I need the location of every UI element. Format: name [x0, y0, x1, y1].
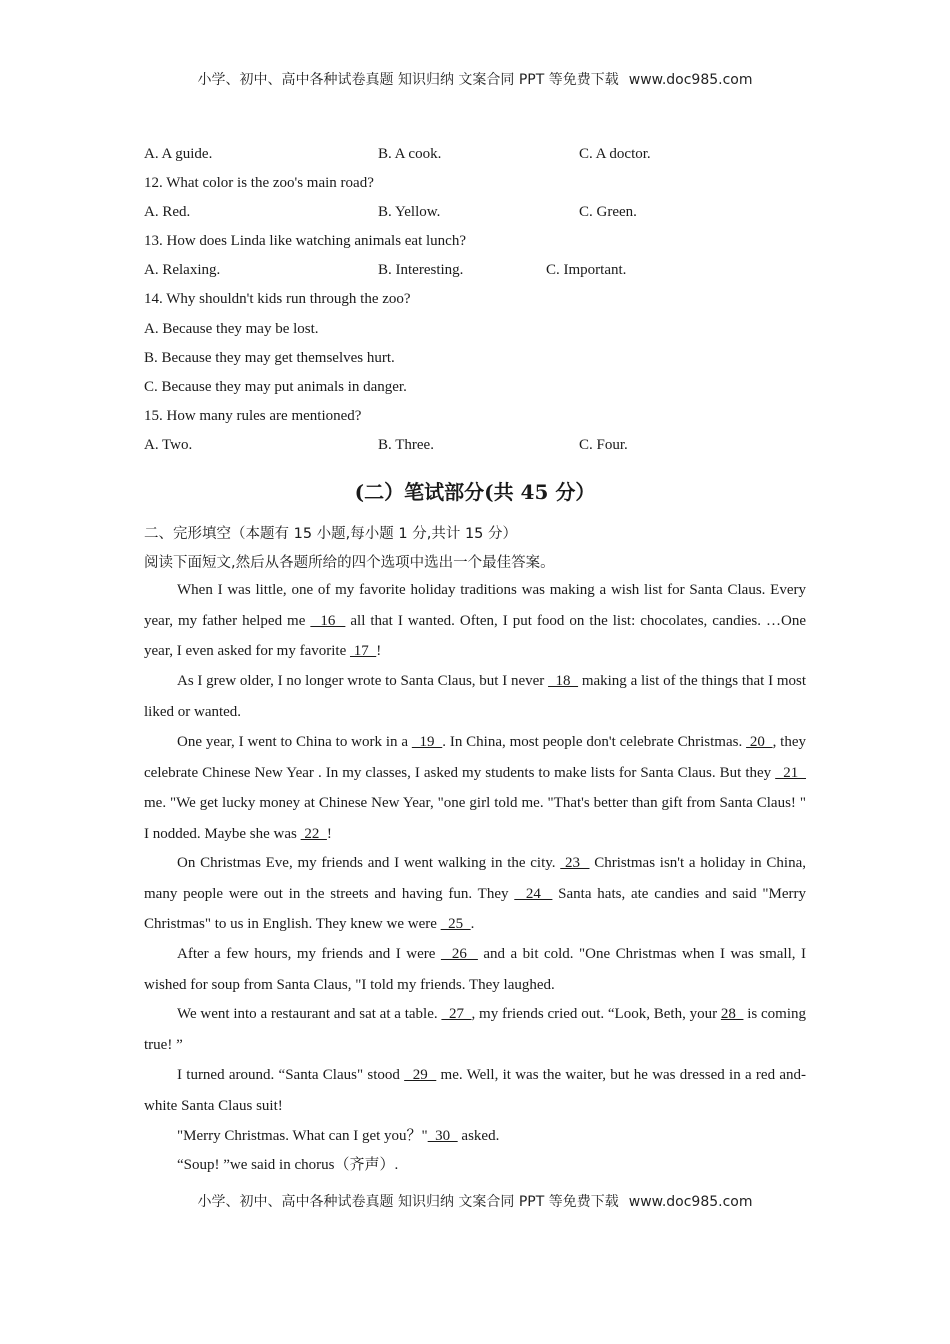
q14-option-a: A. Because they may be lost.	[144, 321, 319, 337]
q13-option-b: B. Interesting.	[378, 262, 464, 278]
blank-24: 24	[514, 885, 553, 902]
q12-text: 12. What color is the zoo's main road?	[144, 175, 374, 191]
passage-paragraph-8: "Merry Christmas. What can I get you？" 30 asked.	[177, 1128, 500, 1144]
q13-option-c: C. Important.	[546, 262, 627, 278]
passage-paragraph-6: We went into a restaurant and sat at a table. 27 , my friends cried out. “Look, Beth, your 28 is coming true! ”	[144, 1006, 807, 1053]
header-site: www.doc985.com	[628, 72, 753, 88]
q15-text: 15. How many rules are mentioned?	[144, 408, 362, 424]
q11-option-a: A. A guide.	[144, 146, 213, 162]
section-instruction: 阅读下面短文,然后从各题所给的四个选项中选出一个最佳答案。	[144, 555, 555, 571]
passage-paragraph-3: One year, I went to China to work in a 19 . In China, most people don't celebrate Christmas. 20 , they celebrate Chinese New Year . In my classes, I asked my students to make lists for Santa Claus. But they 21 me. "We get lucky money at Chinese New Year, "one girl told me. "That's better than gift from Santa Claus! " I nodded. Maybe she was 22 !	[144, 734, 806, 843]
footer-site: www.doc985.com	[628, 1194, 753, 1210]
page-footer	[0, 1191, 950, 1211]
section-title: (二）笔试部分(共 45 分）	[354, 480, 596, 504]
passage-paragraph-9: “Soup! ”we said in chorus（齐声）.	[177, 1157, 399, 1173]
blank-18: 18	[548, 673, 579, 689]
blank-30: 30	[427, 1128, 458, 1144]
passage-paragraph-1: When I was little, one of my favorite holiday traditions was making a wish list for Santa Claus. Every year, my father helped me 16 all that I wanted. Often, I put food on the list: chocolates, candies. …One year, I even asked for my favorite 17 !	[144, 582, 806, 660]
header-text: 小学、初中、高中各种试卷真题 知识归纳 文案合同 PPT 等免费下载	[197, 72, 619, 88]
blank-22: 22	[300, 826, 327, 843]
q12-option-c: C. Green.	[579, 204, 637, 220]
blank-21: 21	[775, 764, 806, 781]
blank-19: 19	[411, 734, 443, 750]
q14-option-c: C. Because they may put animals in danger.	[144, 379, 407, 395]
q11-option-b: B. A cook.	[378, 146, 442, 162]
blank-25: 25	[440, 916, 471, 933]
q13-text: 13. How does Linda like watching animals eat lunch?	[144, 233, 466, 249]
q14-text: 14. Why shouldn't kids run through the zoo?	[144, 291, 411, 307]
passage-paragraph-4: On Christmas Eve, my friends and I went walking in the city. 23 Christmas isn't a holiday in China, many people were out in the streets and having fun. They 24 Santa hats, ate candies and said "Merry Christmas" to us in English. They knew we were 25 .	[144, 855, 806, 933]
q12-option-a: A. Red.	[144, 204, 191, 220]
blank-23: 23	[560, 855, 590, 871]
q15-option-b: B. Three.	[378, 437, 434, 453]
passage-paragraph-5: After a few hours, my friends and I were 26 and a bit cold. "One Christmas when I was small, I wished for soup from Santa Claus, "I told my friends. They laughed.	[144, 946, 806, 993]
q15-option-c: C. Four.	[579, 437, 628, 453]
passage-paragraph-7: I turned around. “Santa Claus" stood 29 me. Well, it was the waiter, but he was dressed in a red and-white Santa Claus suit!	[144, 1067, 807, 1114]
q14-option-b: B. Because they may get themselves hurt.	[144, 350, 395, 366]
blank-16: 16	[310, 612, 346, 629]
passage-paragraph-2: As I grew older, I no longer wrote to Santa Claus, but I never 18 making a list of the things that I most liked or wanted.	[144, 673, 806, 720]
blank-29: 29	[404, 1067, 437, 1083]
q12-option-b: B. Yellow.	[378, 204, 441, 220]
footer-text: 小学、初中、高中各种试卷真题 知识归纳 文案合同 PPT 等免费下载	[197, 1194, 619, 1210]
q13-option-a: A. Relaxing.	[144, 262, 221, 278]
blank-26: 26	[440, 946, 478, 962]
q11-option-c: C. A doctor.	[579, 146, 651, 162]
blank-20: 20	[746, 734, 773, 750]
page-header	[0, 69, 950, 89]
blank-27: 27	[441, 1006, 472, 1022]
section-subtitle: 二、完形填空（本题有 15 小题,每小题 1 分,共计 15 分）	[144, 526, 517, 542]
blank-17: 17	[349, 643, 377, 660]
blank-28: 28	[720, 1006, 744, 1022]
q15-option-a: A. Two.	[144, 437, 193, 453]
